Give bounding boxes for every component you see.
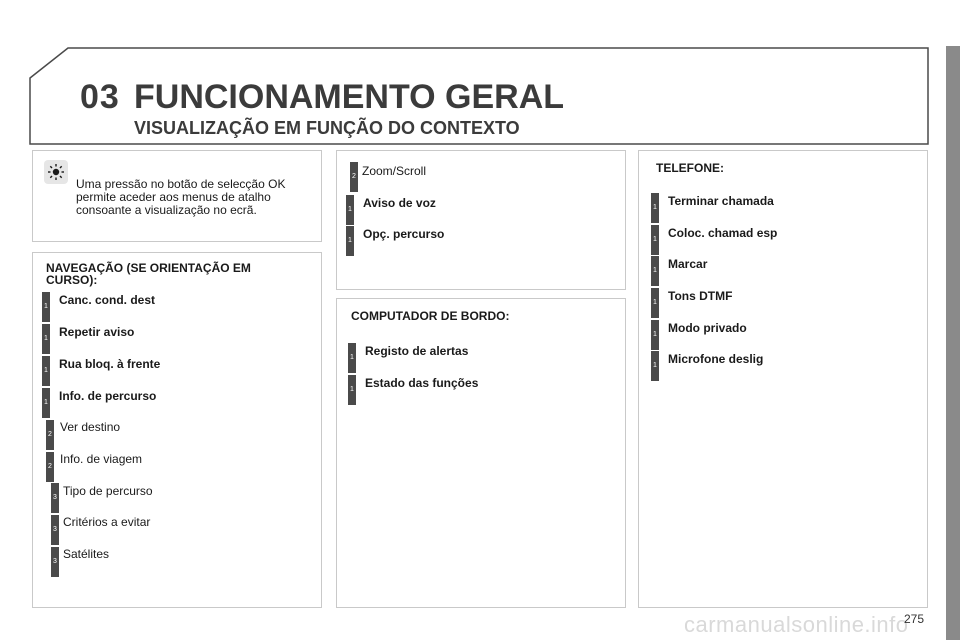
- menu-item-marcar: Marcar: [668, 257, 708, 271]
- menu-item-info-viagem: Info. de viagem: [60, 452, 143, 466]
- level-badge: 1: [651, 320, 659, 350]
- menu-item-repetir-aviso: Repetir aviso: [59, 325, 135, 339]
- level-badge: 1: [651, 225, 659, 255]
- level-badge: 1: [346, 226, 354, 256]
- chapter-number: 03: [80, 78, 120, 116]
- level-badge: 3: [51, 547, 59, 577]
- menu-item-ver-destino: Ver destino: [60, 420, 121, 434]
- navigation-title-line-1: NAVEGAÇÃO (SE ORIENTAÇÃO EM: [46, 261, 251, 275]
- side-tab-bar: [946, 46, 960, 640]
- menu-item-zoom-scroll: Zoom/Scroll: [362, 164, 427, 178]
- telephone-title: TELEFONE:: [656, 161, 724, 175]
- level-badge: 1: [42, 388, 50, 418]
- lightbulb-icon: [44, 160, 68, 184]
- level-badge: 1: [651, 256, 659, 286]
- level-badge: 1: [651, 351, 659, 381]
- level-badge: 1: [348, 343, 356, 373]
- level-badge: 1: [348, 375, 356, 405]
- menu-item-estado-funcoes: Estado das funções: [365, 376, 479, 390]
- menu-item-canc-cond-dest: Canc. cond. dest: [59, 293, 156, 307]
- menu-item-modo-privado: Modo privado: [668, 321, 747, 335]
- level-badge: 1: [42, 292, 50, 322]
- level-badge: 3: [51, 483, 59, 513]
- navigation-title-line-2: CURSO):: [46, 273, 98, 287]
- telephone-panel: [638, 150, 928, 608]
- level-badge: 2: [350, 162, 358, 192]
- level-badge: 1: [651, 288, 659, 318]
- menu-item-terminar-chamada: Terminar chamada: [668, 194, 774, 208]
- menu-item-info-percurso: Info. de percurso: [59, 389, 157, 403]
- menu-item-microfone-deslig: Microfone deslig: [668, 352, 764, 366]
- level-badge: 3: [51, 515, 59, 545]
- level-badge: 1: [346, 195, 354, 225]
- level-badge: 1: [651, 193, 659, 223]
- menu-item-registo-alertas: Registo de alertas: [365, 344, 469, 358]
- chapter-subtitle: VISUALIZAÇÃO EM FUNÇÃO DO CONTEXTO: [134, 118, 520, 138]
- level-badge: 2: [46, 420, 54, 450]
- level-badge: 2: [46, 452, 54, 482]
- info-line: Uma pressão no botão de selecção OK: [76, 177, 286, 191]
- info-line: permite aceder aos menus de atalho: [76, 190, 271, 204]
- level-badge: 1: [42, 324, 50, 354]
- info-text: [76, 178, 285, 217]
- menu-item-satelites: Satélites: [63, 547, 110, 561]
- menu-item-tons-dtmf: Tons DTMF: [668, 289, 733, 303]
- menu-item-opc-percurso: Opç. percurso: [363, 227, 445, 241]
- trip-computer-title: COMPUTADOR DE BORDO:: [351, 309, 510, 323]
- watermark: carmanualsonline.info: [684, 612, 909, 637]
- page-number: 275: [904, 612, 925, 626]
- menu-item-coloc-chamad-esp: Coloc. chamad esp: [668, 226, 778, 240]
- menu-item-aviso-voz: Aviso de voz: [363, 196, 436, 210]
- level-badge: 1: [42, 356, 50, 386]
- menu-item-rua-bloq: Rua bloq. à frente: [59, 357, 161, 371]
- chapter-title: FUNCIONAMENTO GERAL: [134, 78, 565, 116]
- menu-item-tipo-percurso: Tipo de percurso: [63, 484, 153, 498]
- info-line: consoante a visualização no ecrã.: [76, 203, 257, 217]
- menu-item-criterios-evitar: Critérios a evitar: [63, 515, 151, 529]
